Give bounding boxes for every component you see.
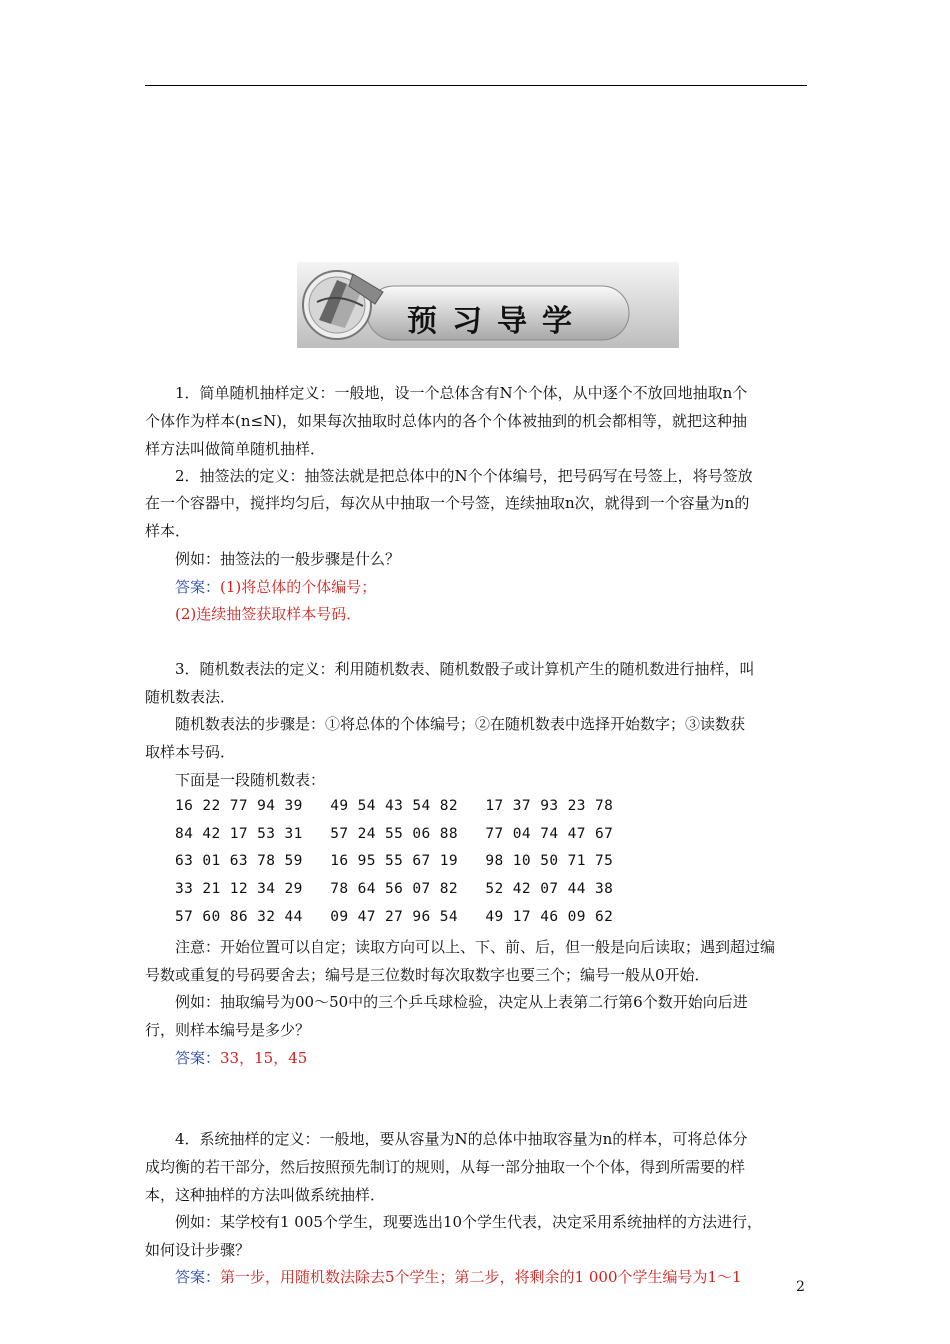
page-number: 2 bbox=[796, 1279, 805, 1295]
sec1-line-2: 个体作为样本(n≤N)，如果每次抽取时总体内的各个个体被抽到的机会都相等，就把这种抽 bbox=[145, 412, 748, 430]
ex3-answer-text: 第一步，用随机数法除去5个学生；第二步，将剩余的1 000个学生编号为1～1 bbox=[220, 1268, 742, 1286]
sec2-line-1: 2．抽签法的定义：抽签法就是把总体中的N个个体编号，把号码写在号签上，将号签放 bbox=[175, 467, 753, 485]
ex1-answer-line-1: (1)将总体的个体编号； bbox=[220, 578, 377, 596]
header-rule bbox=[145, 85, 807, 86]
random-table-row: 63 01 63 78 59 16 95 55 67 19 98 10 50 71 75 bbox=[175, 853, 614, 869]
sec1-line-3: 样方法叫做简单随机抽样． bbox=[145, 440, 326, 458]
sec3-line-1: 3．随机数表法的定义：利用随机数表、随机数骰子或计算机产生的随机数进行抽样，叫 bbox=[175, 660, 755, 678]
sec3-line-2: 随机数表法． bbox=[145, 688, 236, 706]
ex1-answer-line-2: (2)连续抽签获取样本号码． bbox=[175, 605, 362, 623]
sec4-line-3: 本，这种抽样的方法叫做系统抽样． bbox=[145, 1186, 386, 1204]
table-intro: 下面是一段随机数表： bbox=[175, 771, 326, 789]
sec2-line-2: 在一个容器中，搅拌均匀后，每次从中抽取一个号签，连续抽取n次，就得到一个容量为n的 bbox=[145, 494, 750, 512]
ex1-answer-label: 答案： bbox=[175, 578, 221, 596]
ex1-question: 例如：抽签法的一般步骤是什么？ bbox=[175, 550, 401, 568]
note-line-1: 注意：开始位置可以自定；读取方向可以上、下、前、后，但一般是向后读取；遇到超过编 bbox=[175, 938, 776, 956]
sec4-line-1: 4．系统抽样的定义：一般地，要从容量为N的总体中抽取容量为n的样本，可将总体分 bbox=[175, 1130, 748, 1148]
banner-title: 预习导学 bbox=[407, 304, 587, 339]
ex2-answer bbox=[175, 1048, 307, 1068]
sec2-line-3: 样本． bbox=[145, 522, 191, 540]
ex3-answer bbox=[175, 1267, 742, 1287]
ex3-question-line-1: 例如：某学校有1 005个学生，现要选出10个学生代表，决定采用系统抽样的方法进行， bbox=[175, 1213, 763, 1231]
note-line-2: 号数或重复的号码要舍去；编号是三位数时每次取数字也要三个；编号一般从0开始． bbox=[145, 966, 710, 984]
sec3-steps-line-2: 取样本号码． bbox=[145, 743, 236, 761]
random-table-row: 57 60 86 32 44 09 47 27 96 54 49 17 46 09 62 bbox=[175, 909, 614, 925]
sec3-steps-line-1: 随机数表法的步骤是：①将总体的个体编号；②在随机数表中选择开始数字；③读数获 bbox=[175, 715, 746, 733]
sec4-line-2: 成均衡的若干部分，然后按照预先制订的规则，从每一部分抽取一个个体，得到所需要的样 bbox=[145, 1158, 746, 1176]
ex2-answer-text: 33，15，45 bbox=[220, 1049, 308, 1067]
section-banner bbox=[297, 262, 679, 348]
random-table-row: 84 42 17 53 31 57 24 55 06 88 77 04 74 47 67 bbox=[175, 826, 614, 842]
ex1-answer bbox=[175, 577, 376, 597]
random-table-row: 33 21 12 34 29 78 64 56 07 82 52 42 07 44 38 bbox=[175, 881, 614, 897]
ex3-question-line-2: 如何设计步骤？ bbox=[145, 1241, 251, 1259]
random-table-row: 16 22 77 94 39 49 54 43 54 82 17 37 93 23 78 bbox=[175, 798, 614, 814]
ex2-question-line-1: 例如：抽取编号为00～50中的三个乒乓球检验，决定从上表第二行第6个数开始向后进 bbox=[175, 993, 748, 1011]
ex2-answer-label: 答案： bbox=[175, 1049, 221, 1067]
ex3-answer-label: 答案： bbox=[175, 1268, 221, 1286]
ex2-question-line-2: 行，则样本编号是多少？ bbox=[145, 1021, 311, 1039]
sec1-line-1: 1．简单随机抽样定义：一般地，设一个总体含有N个个体，从中逐个不放回地抽取n个 bbox=[175, 384, 748, 402]
